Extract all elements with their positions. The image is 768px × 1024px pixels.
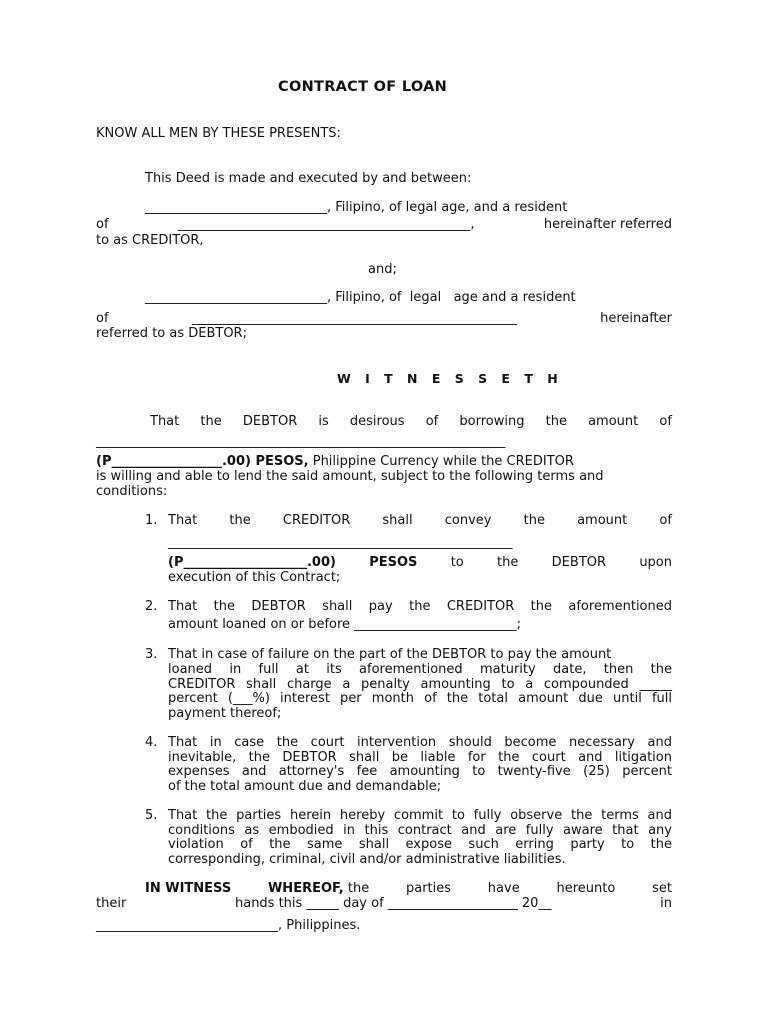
term-5-line-1: That the parties herein hereby commit to fully observe the terms and [168,808,672,823]
debtor-residence-blank: __________________________________________________ [191,311,517,326]
word: desirous [349,414,405,429]
word: DEBTOR [242,414,298,429]
amount-line-1 [150,414,672,429]
creditor-referred: hereinafter referred [543,217,672,232]
word: DEBTOR [551,555,607,570]
word: parties [405,881,452,896]
word: CREDITOR [446,599,515,614]
amount-line-5: conditions: [96,484,168,499]
deed-intro: This Deed is made and executed by and between: [145,171,472,186]
word: aforementioned [568,599,672,614]
term-1-number: 1. [145,513,158,528]
word: the [523,513,545,528]
term-3-line-1 [168,647,672,662]
term-2-line-1 [168,599,672,614]
word: convey [444,513,492,528]
witness-line-2 [96,896,672,911]
word: upon [639,555,672,570]
term-3-line-4: percent (___%) interest per month of the total amount due until full [168,691,672,706]
term-3-number: 3. [145,647,158,662]
term-1-line-4: execution of this Contract; [168,570,341,585]
word: of [659,414,672,429]
creditor-of: of [96,217,109,232]
document-title: CONTRACT OF LOAN [278,79,448,95]
word: have [487,881,520,896]
term-5-line-2: conditions as embodied in this contract and are fully aware that any [168,823,672,838]
word: is [318,414,329,429]
debtor-line-1: ____________________________, Filipino, of legal age and a resident [145,290,576,305]
and-connector: and; [368,262,397,277]
word: shall [382,513,413,528]
word: hereunto [556,881,616,896]
term-2-line-2: amount loaned on or before _________________________; [168,617,522,632]
word: the [497,555,519,570]
term-4-number: 4. [145,735,158,750]
creditor-line-3: to as CREDITOR, [96,233,204,248]
creditor-line-1: ____________________________, Filipino, of legal age, and a resident [145,200,568,215]
term-3-line-5: payment thereof; [168,706,282,721]
amount-currency-text: Philippine Currency while the CREDITOR [308,454,574,469]
witnesseth-heading: W I T N E S S E T H [337,371,563,386]
word: in [660,896,672,911]
word: the [229,513,251,528]
term-1-line-1 [168,513,672,528]
whereof-text: WHEREOF, the [267,881,370,896]
amount-figure-blank: (P_________________.00) PESOS, [96,454,309,469]
term-1-amount-figure: (P___________________.00) [168,555,336,570]
word: amount [588,414,639,429]
term-1-pesos: PESOS [369,555,418,570]
amount-line-3 [96,454,574,469]
word: shall [322,599,353,614]
word: to [450,555,464,570]
word: DEBTOR [251,599,306,614]
in-witness-text: IN WITNESS [145,881,232,896]
debtor-referred: hereinafter [600,311,672,326]
term-3-line-2: loaned in full at its aforementioned maturity date, then the [168,662,672,677]
date-blanks: hands this _____ day of ____________________ 20__ [234,896,552,911]
debtor-line-3: referred to as DEBTOR; [96,326,247,341]
term-1-amount-words-blank: _____________________________________________________ [168,535,513,550]
term-5-line-4: corresponding, criminal, civil and/or administrative liabilities. [168,852,566,867]
term-4-line-1: That in case the court intervention should become necessary and [168,735,672,750]
amount-words-blank: _______________________________________________________________ [96,434,506,449]
term-4-line-4: of the total amount due and demandable; [168,779,442,794]
term-2-number: 2. [145,599,158,614]
word: CREDITOR [282,513,351,528]
word: pay [368,599,393,614]
word: That [168,599,198,614]
word: amount [577,513,628,528]
word: That [150,414,180,429]
term-1-line-3 [168,555,672,570]
word: the [409,599,431,614]
know-all-heading: KNOW ALL MEN BY THESE PRESENTS: [96,126,341,141]
term-4-line-2: inevitable, the DEBTOR shall be liable for the court and litigation [168,750,672,765]
word: of [659,513,672,528]
word: their [96,896,127,911]
term-4-line-3: expenses and attorney's fee amounting to twenty-five (25) percent [168,764,672,779]
witness-line-3: ____________________________, Philippines. [96,918,361,933]
term-3-line-3: CREDITOR shall charge a penalty amounting to a compounded _____ [168,677,672,692]
word: of [425,414,439,429]
amount-line-4: is willing and able to lend the said amount, subject to the following terms and [96,469,604,484]
word: the [213,599,235,614]
debtor-line-2 [96,311,672,326]
line-text: That in case of failure on the part of the DEBTOR to pay the amount [168,647,612,662]
witness-line-1 [145,881,672,896]
word: borrowing [459,414,525,429]
word: That [168,513,198,528]
creditor-line-2 [96,217,672,232]
creditor-residence-blank: _____________________________________________, [177,217,475,232]
term-5-line-3: violation of the same shall expose such erring party to the [168,837,672,852]
debtor-of: of [96,311,109,326]
word: set [652,881,672,896]
word: the [545,414,567,429]
word: the [200,414,222,429]
term-5-number: 5. [145,808,158,823]
word: the [530,599,552,614]
